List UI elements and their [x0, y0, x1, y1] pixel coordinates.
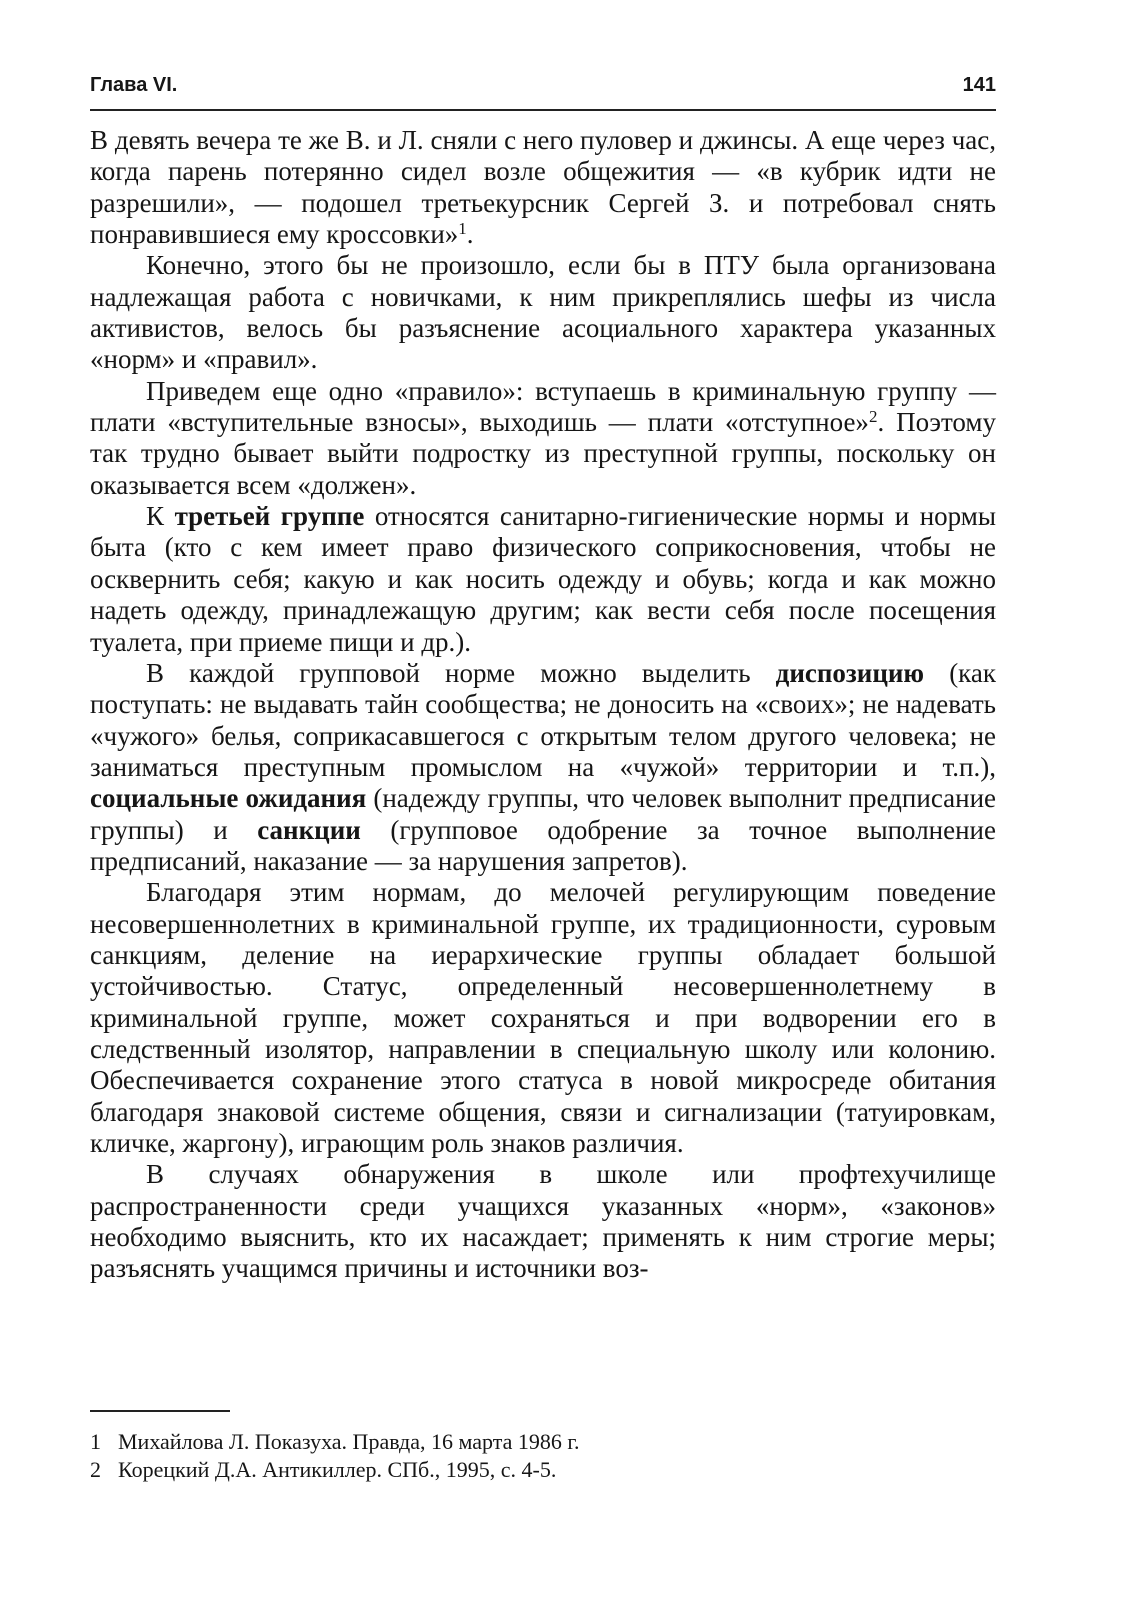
- text-run: . Поэтому так трудно бывает выйти подростку из преступной группы, поскольку он оказывается всем «должен».: [90, 407, 996, 500]
- chapter-title: Глава VI.: [90, 74, 178, 96]
- paragraph: [90, 877, 996, 1159]
- paragraph: [90, 376, 996, 501]
- bold-term: санкции: [257, 814, 361, 845]
- text-run: В девять вечера те же В. и Л. сняли с него пуловер и джинсы. А еще через час, когда парень потерянно сидел возле общежития — «в кубрик идти не разрешили», — подошел третьекурсник Сергей З. и потребовал снять понравившиеся ему кроссовки»: [90, 125, 996, 250]
- body-text: [90, 125, 996, 1285]
- bold-term: социальные ожидания: [90, 783, 367, 814]
- text-run: Приведем еще одно «правило»: вступаешь в криминальную группу — плати «вступительные взносы», выходишь — плати «отступное»: [90, 375, 996, 438]
- text-run: Конечно, этого бы не произошло, если бы в ПТУ была организована надлежащая работа с новичками, к ним прикреплялись шефы из числа активистов, велось бы разъяснение асоциального характера указанных «норм» и «правил».: [90, 250, 996, 375]
- header-rule: [90, 109, 996, 111]
- text-run: Благодаря этим нормам, до мелочей регулирующим поведение несовершеннолетних в криминальной группе, их традиционности, суровым санкциям, деление на иерархические группы обладает большой устойчивостью. Статус, определенный несовершеннолетнему в криминальной группе, может сохраняться и при водворении его в следственный изолятор, направлении в специальную школу или колонию. Обеспечивается сохранение этого статуса в новой микросреде обитания благодаря знаковой системе общения, связи и сигнализации (татуировкам, кличке, жаргону), играющим роль знаков различия.: [90, 877, 996, 1158]
- text-run: В каждой групповой норме можно выделить: [146, 657, 776, 688]
- footnote-ref: 1: [458, 219, 467, 239]
- page-number: 141: [962, 74, 996, 96]
- footnotes: [90, 1428, 996, 1484]
- text-run: .: [466, 219, 474, 250]
- footnote-text: Корецкий Д.А. Антикиллер. СПб., 1995, с. 4-5.: [118, 1457, 557, 1482]
- text-run: К: [146, 501, 175, 532]
- footnote-1: [90, 1428, 996, 1456]
- footnote-2: [90, 1456, 996, 1484]
- footnote-number: 2: [90, 1457, 101, 1482]
- text-run: (как поступать: не выдавать тайн сообщества; не доносить на «своих»; не надевать «чужого» белья, соприкасавшегося с открытым телом другого человека; не заниматься преступным промыслом на «чужой» территории и т.п.),: [90, 657, 996, 782]
- paragraph: [90, 250, 996, 375]
- paragraph: [90, 501, 996, 658]
- paragraph: [90, 658, 996, 877]
- bold-term: третьей группе: [174, 501, 365, 532]
- text-run: (надежду группы, что человек выполнит предписание группы) и: [90, 783, 997, 845]
- footnote-number: 1: [90, 1429, 101, 1454]
- footnote-text: Михайлова Л. Показуха. Правда, 16 марта 1986 г.: [118, 1429, 580, 1454]
- bold-term: диспозицию: [775, 657, 925, 688]
- text-run: относятся санитарно-гигиенические нормы и нормы быта (кто с кем имеет право физического соприкосновения, чтобы не осквернить себя; какую и как носить одежду и обувь; когда и как можно надеть одежду, принадлежащую другим; как вести себя после посещения туалета, при приеме пищи и др.).: [90, 501, 996, 657]
- paragraph: [90, 125, 996, 250]
- text-run: В случаях обнаружения в школе или профтехучилище распространенности среди учащихся указанных «норм», «законов» необходимо выяснить, кто их насаждает; применять к ним строгие меры; разъяснять учащимся причины и источники воз-: [90, 1159, 996, 1284]
- text-run: (групповое одобрение за точное выполнение предписаний, наказание — за нарушения запретов).: [90, 814, 996, 876]
- footnote-rule: [90, 1410, 230, 1412]
- footnote-ref: 2: [868, 407, 878, 427]
- paragraph: [90, 1159, 996, 1284]
- running-head: [90, 74, 996, 104]
